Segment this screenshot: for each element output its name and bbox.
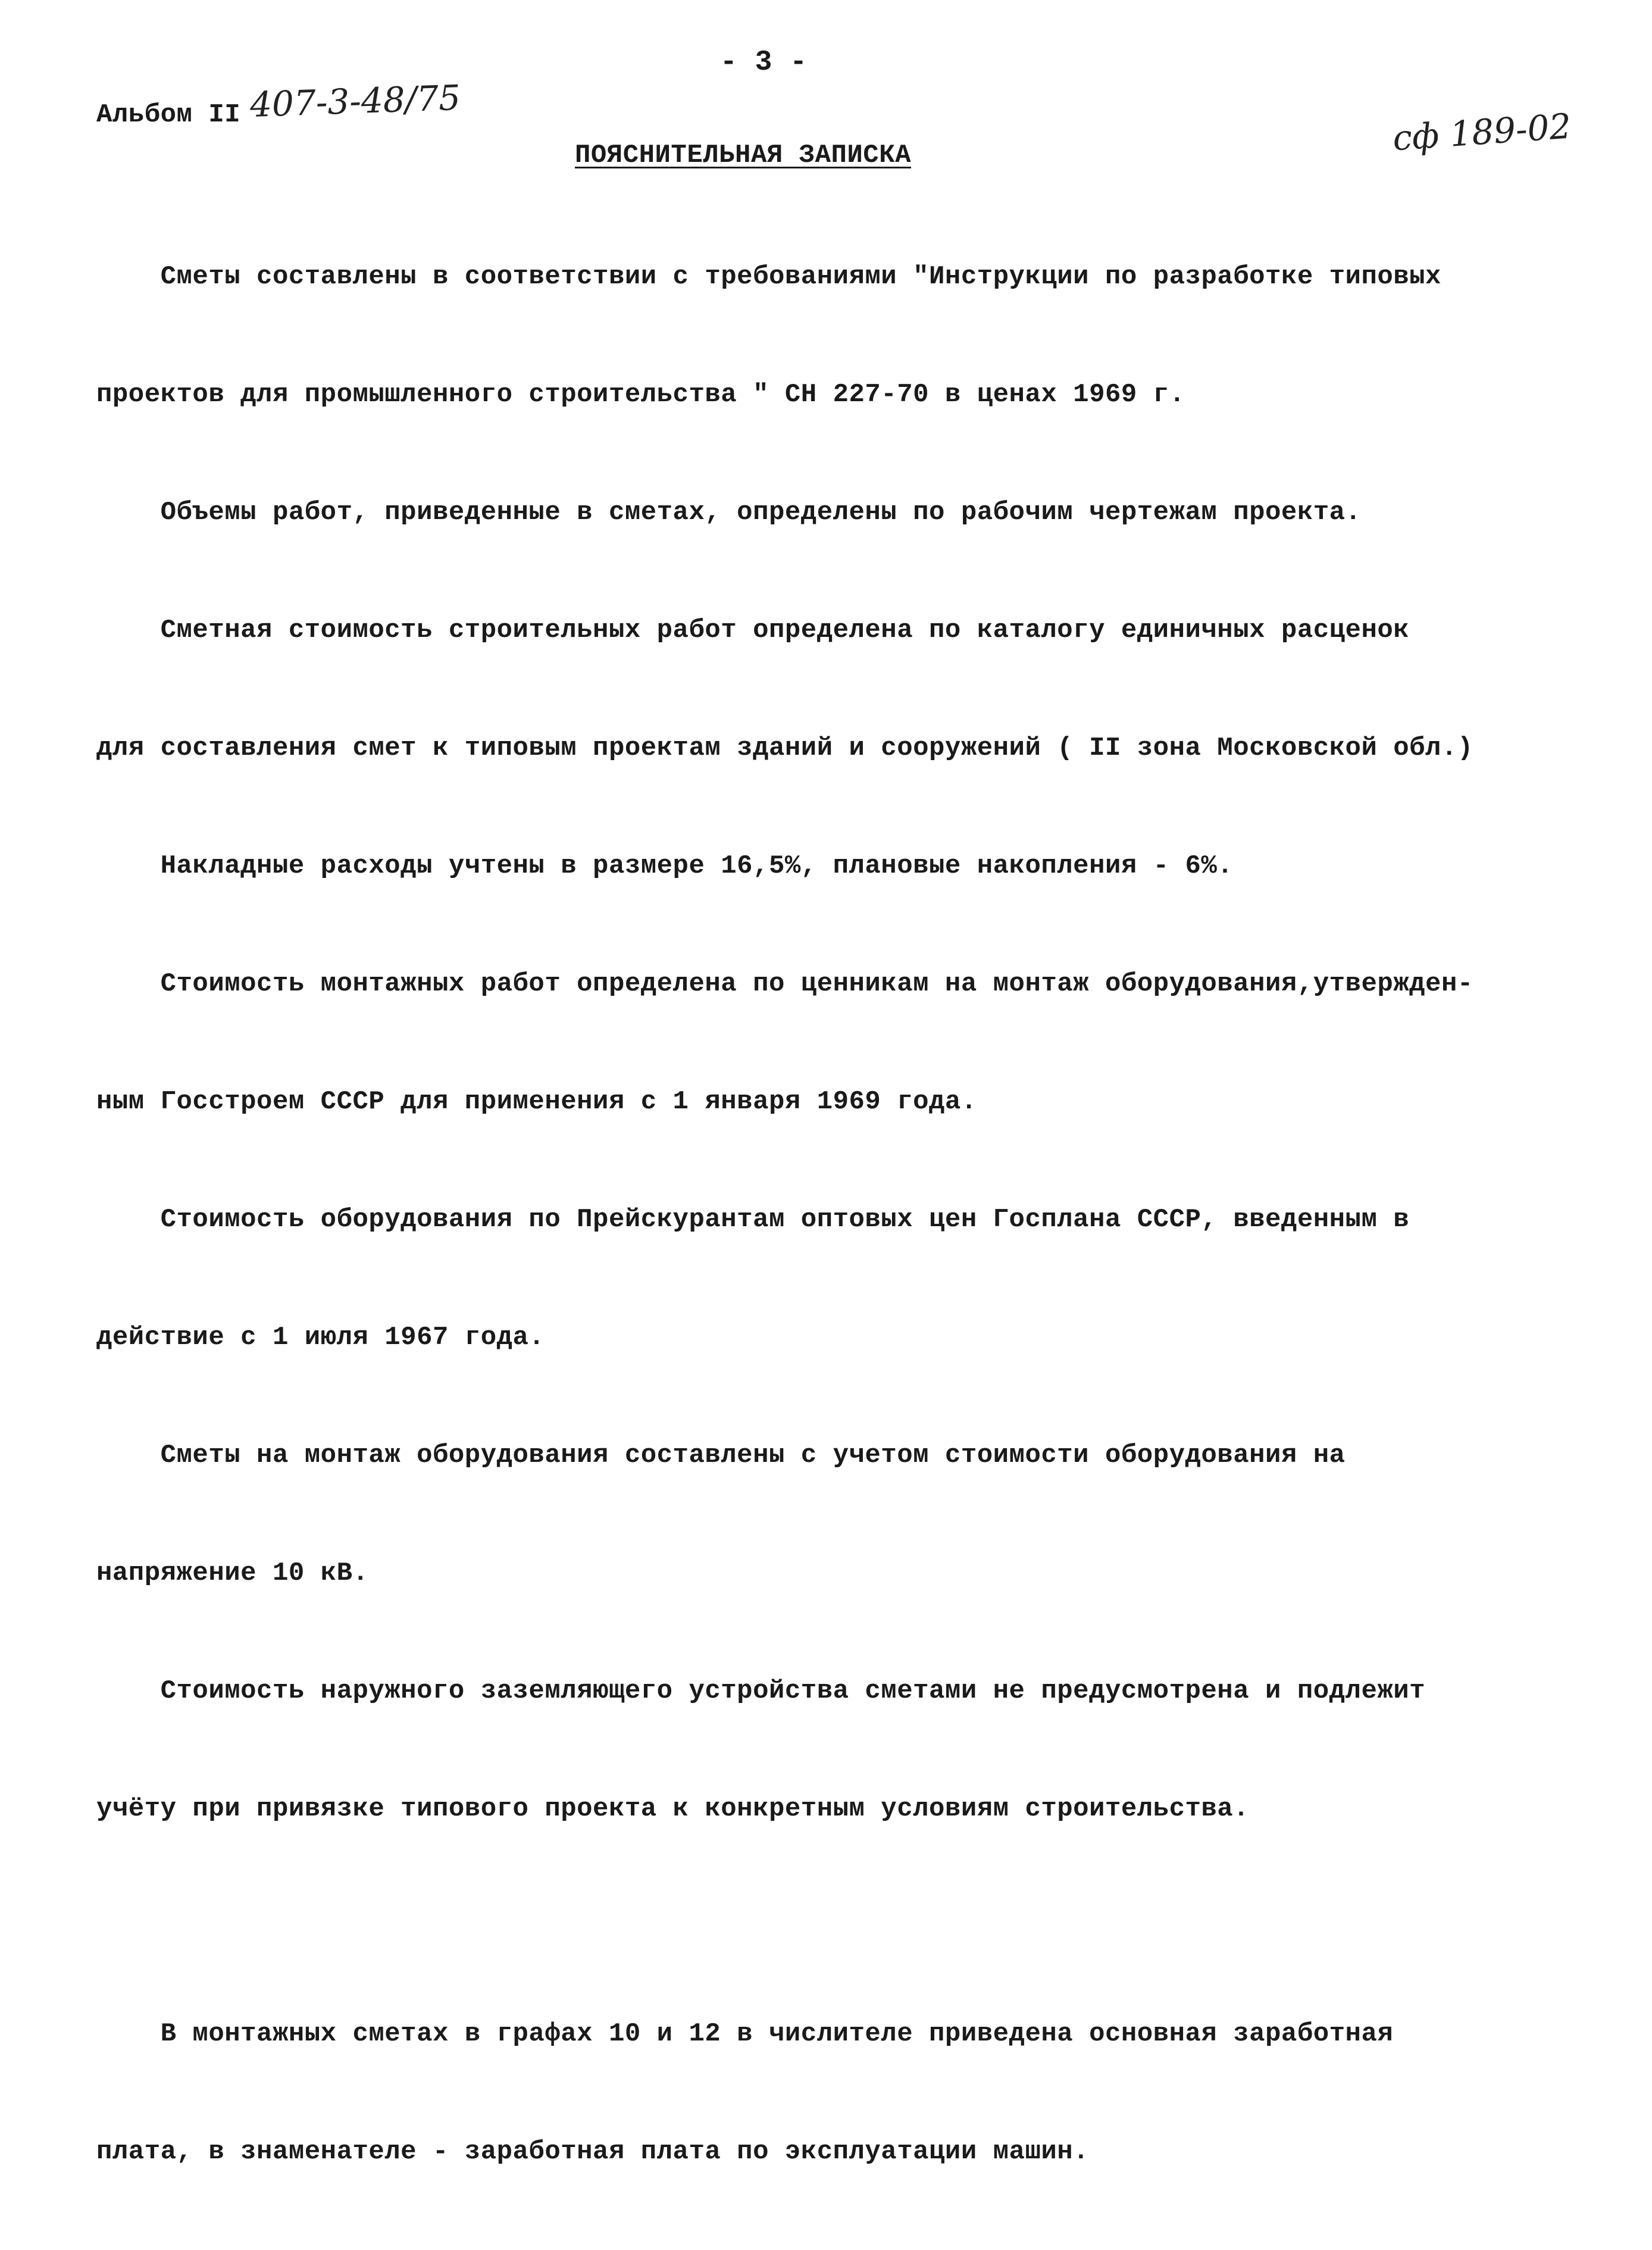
body-line: Стоимость монтажных работ определена по ценникам на монтаж оборудования,утвержден- <box>96 969 1473 999</box>
body-line: учёту при привязке типового проекта к конкретным условиям строительства. <box>96 1794 1250 1824</box>
body-line: Стоимость наружного заземляющего устройства сметами не предусмотрена и подлежит <box>96 1676 1426 1706</box>
body-line: Объемы работ, приведенные в сметах, определены по рабочим чертежам проекта. <box>96 498 1362 527</box>
album-label: Альбом II <box>96 100 241 130</box>
body-line: Накладные расходы учтены в размере 16,5%, плановые накопления - 6%. <box>96 851 1234 881</box>
document-body <box>96 179 1473 2250</box>
album-code-handwritten: 407-3-48/75 <box>249 77 462 126</box>
body-line: плата, в знаменателе - заработная плата по эксплуатации машин. <box>96 2137 1090 2167</box>
body-line: для составления смет к типовым проектам зданий и сооружений ( II зона Московской обл.) <box>96 733 1473 763</box>
body-line: Сметная стоимость строительных работ определена по каталогу единичных расценок <box>96 615 1410 645</box>
stamp-code-handwritten: сф 189-02 <box>1391 105 1573 159</box>
body-line: Стоимость оборудования по Прейскурантам оптовых цен Госплана СССР, введенным в <box>96 1205 1410 1235</box>
body-line: напряжение 10 кВ. <box>96 1558 369 1588</box>
body-line: В монтажных сметах в графах 10 и 12 в числителе приведена основная заработная <box>96 2019 1394 2049</box>
paragraph-gap <box>96 1907 1473 1936</box>
body-line: Сметы на монтаж оборудования составлены с учетом стоимости оборудования на <box>96 1440 1346 1470</box>
document-title: ПОЯСНИТЕЛЬНАЯ ЗАПИСКА <box>575 140 911 170</box>
body-line: проектов для промышленного строительства " СН 227-70 в ценах 1969 г. <box>96 380 1185 410</box>
page-number: - 3 - <box>720 46 808 79</box>
body-line: Сметы составлены в соответствии с требованиями "Инструкции по разработке типовых <box>96 262 1441 292</box>
body-line: ным Госстроем СССР для применения с 1 января 1969 года. <box>96 1087 977 1117</box>
body-line: действие с 1 июля 1967 года. <box>96 1323 545 1352</box>
